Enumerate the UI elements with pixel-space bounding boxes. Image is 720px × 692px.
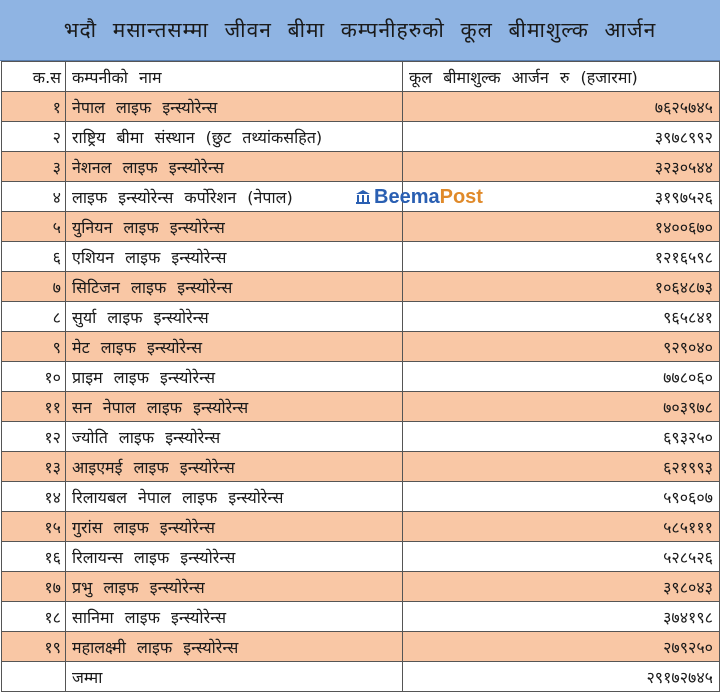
row-premium-value: ६२१९९३ [403,452,720,482]
row-company-name: प्राइम लाइफ इन्स्योरेन्स [66,362,403,392]
table-row [2,242,720,272]
row-company-name: सुर्या लाइफ इन्स्योरेन्स [66,302,403,332]
table-row [2,272,720,302]
row-company-name: महालक्ष्मी लाइफ इन्स्योरेन्स [66,632,403,662]
row-index: ४ [2,182,66,212]
total-index-blank [2,662,66,692]
row-company-name: गुरांस लाइफ इन्स्योरेन्स [66,512,403,542]
row-premium-value: ६९३२५० [403,422,720,452]
table-row [2,602,720,632]
table-header-row [2,62,720,92]
row-company-name: ज्योति लाइफ इन्स्योरेन्स [66,422,403,452]
header-company-name: कम्पनीको नाम [66,62,403,92]
row-premium-value: १२१६५९८ [403,242,720,272]
total-label: जम्मा [66,662,403,692]
row-index: १३ [2,452,66,482]
header-index: क.स [2,62,66,92]
row-index: १५ [2,512,66,542]
row-company-name: रिलायन्स लाइफ इन्स्योरेन्स [66,542,403,572]
row-index: ११ [2,392,66,422]
row-premium-value: ७७८०६० [403,362,720,392]
row-company-name: मेट लाइफ इन्स्योरेन्स [66,332,403,362]
row-company-name: सानिमा लाइफ इन्स्योरेन्स [66,602,403,632]
row-index: १८ [2,602,66,632]
header-premium: कूल बीमाशुल्क आर्जन रु (हजारमा) [403,62,720,92]
row-premium-value: ३९७८९९२ [403,122,720,152]
table-row [2,392,720,422]
table-row [2,482,720,512]
row-index: १६ [2,542,66,572]
row-index: ३ [2,152,66,182]
row-premium-value: ३२३०५४४ [403,152,720,182]
row-premium-value: ९६५८४१ [403,302,720,332]
watermark-text-beema: Beema [374,185,440,208]
row-index: २ [2,122,66,152]
row-company-name: युनियन लाइफ इन्स्योरेन्स [66,212,403,242]
table-row [2,122,720,152]
row-company-name: प्रभु लाइफ इन्स्योरेन्स [66,572,403,602]
table-row [2,212,720,242]
table-row [2,512,720,542]
table-row [2,542,720,572]
table-row [2,572,720,602]
row-company-name: आइएमई लाइफ इन्स्योरेन्स [66,452,403,482]
row-index: १ [2,92,66,122]
watermark-text-post: Post [439,185,483,208]
row-company-name: लाइफ इन्स्योरेन्स कर्पोरेशन (नेपाल) [66,182,403,212]
row-index: १४ [2,482,66,512]
row-premium-value: ७०३९७८ [403,392,720,422]
row-premium-value: ५९०६०७ [403,482,720,512]
table-row [2,632,720,662]
row-index: ५ [2,212,66,242]
row-premium-value: ७६२५७४५ [403,92,720,122]
premium-table [1,61,720,692]
total-value: २९१७२७४५ [403,662,720,692]
table-row [2,452,720,482]
row-premium-value: ३७४१९८ [403,602,720,632]
beemapost-watermark [355,185,483,209]
table-body [2,92,720,692]
row-company-name: रिलायबल नेपाल लाइफ इन्स्योरेन्स [66,482,403,512]
row-premium-value: ५२८५२६ [403,542,720,572]
row-index: १२ [2,422,66,452]
row-index: ७ [2,272,66,302]
row-company-name: सन नेपाल लाइफ इन्स्योरेन्स [66,392,403,422]
row-company-name: सिटिजन लाइफ इन्स्योरेन्स [66,272,403,302]
row-premium-value: २७९२५० [403,632,720,662]
table-row [2,422,720,452]
table-row [2,152,720,182]
row-index: १० [2,362,66,392]
row-index: ६ [2,242,66,272]
bank-icon [355,189,371,205]
row-company-name: राष्ट्रिय बीमा संस्थान (छुट तथ्यांकसहित) [66,122,403,152]
row-index: ८ [2,302,66,332]
row-premium-value: १४००६७० [403,212,720,242]
total-row [2,662,720,692]
table-row [2,92,720,122]
row-index: १७ [2,572,66,602]
row-premium-value: ३९८०४३ [403,572,720,602]
row-index: ९ [2,332,66,362]
table-row [2,302,720,332]
row-premium-value: १०६४८७३ [403,272,720,302]
row-company-name: नेपाल लाइफ इन्स्योरेन्स [66,92,403,122]
table-row [2,332,720,362]
row-premium-value: ३१९७५२६ [403,182,720,212]
row-premium-value: ५८५१११ [403,512,720,542]
row-company-name: नेशनल लाइफ इन्स्योरेन्स [66,152,403,182]
table-row [2,362,720,392]
page-title: भदौ मसान्तसम्मा जीवन बीमा कम्पनीहरुको कूल बीमाशुल्क आर्जन [0,0,720,61]
row-premium-value: ९२९०४० [403,332,720,362]
row-index: १९ [2,632,66,662]
row-company-name: एशियन लाइफ इन्स्योरेन्स [66,242,403,272]
